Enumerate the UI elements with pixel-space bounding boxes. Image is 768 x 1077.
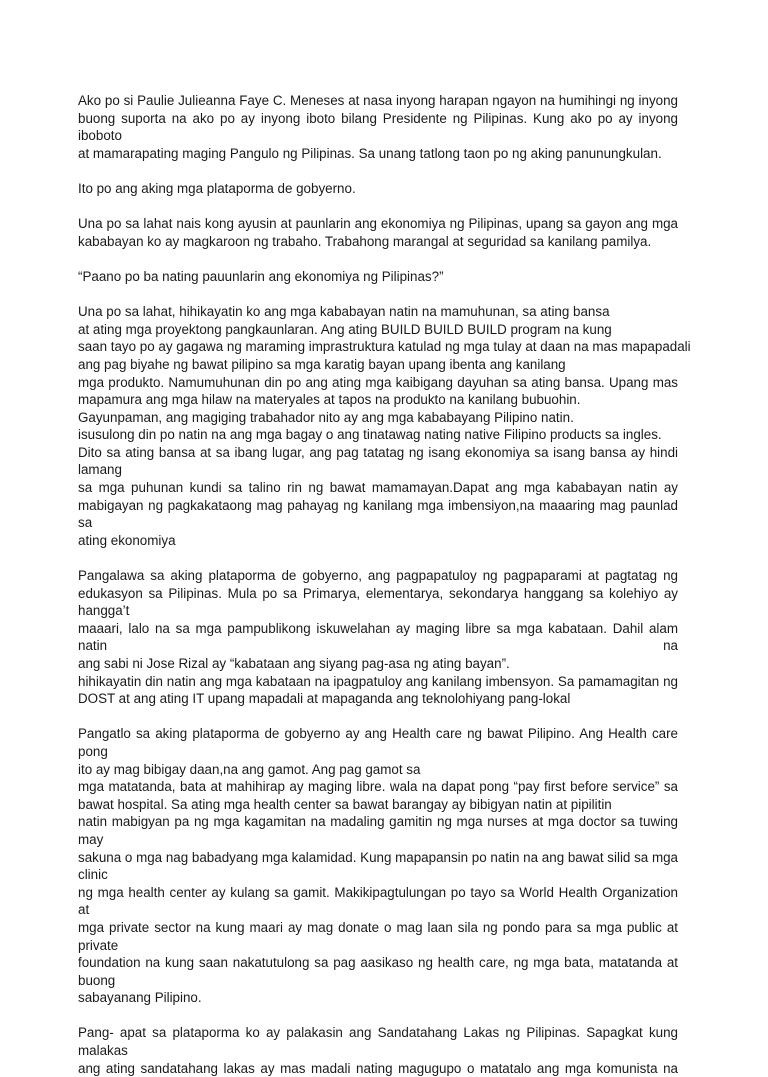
paragraph-gap [78, 250, 678, 268]
paragraph [78, 303, 691, 549]
text-line: buong suporta na ako po ay inyong iboto bilang Presidente ng Pilipinas. Kung ako po ay inyong iboboto [78, 110, 678, 144]
text-line: sabayanang Pilipino. [78, 990, 202, 1006]
text-line: Pangalawa sa aking plataporma de gobyerno, ang pagpapatuloy ng pagpaparami at pagtatag ng [78, 568, 678, 584]
paragraph [78, 92, 678, 162]
text-line: Una po sa lahat nais kong ayusin at paunlarin ang ekonomiya ng Pilipinas, upang sa gayon ang mga [78, 216, 678, 232]
paragraph-gap [78, 1007, 678, 1025]
text-line: natin mabigyan pa ng mga kagamitan na madaling gamitin ng mga nurses at mga doctor sa tuwing may [78, 814, 678, 847]
text-line: at ating mga proyektong pangkaunlaran. Ang ating BUILD BUILD BUILD program na kung [78, 321, 612, 337]
text-line: sakuna o mga nag babadyang mga kalamidad. Kung mapapansin po natin na ang bawat silid sa mga clinic [78, 849, 679, 883]
text-line: Una po sa lahat, hihikayatin ko ang mga kababayan natin na mamuhunan, sa ating bansa [78, 304, 610, 320]
text-line: “Paano po ba nating pauunlarin ang ekonomiya ng Pilipinas?” [78, 268, 444, 284]
paragraph-gap [78, 198, 678, 216]
text-line: mapamura ang mga hilaw na materyales at tapos na produkto na kanilang bubuohin. [78, 392, 581, 408]
paragraph-gap [78, 162, 678, 180]
text-line: mga matatanda, bata at mahihirap ay maging libre. wala na dapat pong “pay first before service” sa [78, 779, 678, 795]
document-page [78, 92, 691, 1077]
text-line: mabigayan ng pagkakataong mag pahayag ng kanilang mga imbensiyon,na maaaring mag paunlad sa [78, 497, 678, 531]
paragraph [78, 567, 678, 708]
text-line: DOST at ang ating IT upang mapadali at mapaganda ang teknolohiyang pang-lokal [78, 691, 571, 707]
paragraph [78, 725, 678, 1007]
text-line: ng mga health center ay kulang sa gamit. Makikipagtulungan po tayo sa World Health Organization at [78, 884, 678, 918]
text-line: kababayan ko ay magkaroon ng trabaho. Trabahong marangal at seguridad sa kanilang pamilya. [78, 233, 652, 249]
paragraph [78, 268, 678, 286]
paragraph-gap [78, 708, 678, 726]
text-line: at mamarapating maging Pangulo ng Pilipinas. Sa unang tatlong taon po ng aking panunungkulan. [78, 145, 662, 161]
text-line: ito ay mag bibigay daan,na ang gamot. Ang pag gamot sa [78, 761, 421, 777]
text-line: isusulong din po natin na ang mga bagay o ang tinatawag nating native Filipino products sa ingles. [78, 427, 662, 443]
text-line: foundation na kung saan nakatutulong sa pag aasikaso ng health care, ng mga bata, matatanda at buong [78, 955, 678, 988]
text-line: ang pag biyahe ng bawat pilipino sa mga karatig bayan upang ibenta ang kanilang [78, 356, 566, 372]
text-line: maaari, lalo na sa mga pampublikong iskuwelahan ay maging libre sa mga kabataan. Dahil alam natin na [78, 620, 678, 654]
text-line: edukasyon sa Pilipinas. Mula po sa Primarya, elementarya, sekondarya hanggang sa kolehiyo ay hangga’t [78, 585, 678, 619]
text-line: mga produkto. Namumuhunan din po ang ating mga kaibigang dayuhan sa ating bansa. Upang mas [78, 374, 678, 390]
paragraph [78, 1024, 678, 1077]
text-line: bawat hospital. Sa ating mga health center sa bawat barangay ay bibigyan natin at pipilitin [78, 796, 612, 812]
text-line: ating ekonomiya [78, 532, 176, 548]
text-line: mga private sector na kung maari ay mag donate o mag laan sila ng pondo para sa mga public at private [78, 919, 678, 953]
text-line: Gayunpaman, ang magiging trabahador nito ay ang mga kababayang Pilipino natin. [78, 409, 574, 425]
text-line: sa mga puhunan kundi sa talino rin ng bawat mamamayan.Dapat ang mga kababayan natin ay [78, 480, 678, 496]
text-line: Ito po ang aking mga plataporma de gobyerno. [78, 180, 356, 196]
paragraph-gap [78, 549, 678, 567]
paragraph [78, 180, 678, 198]
paragraph-gap [78, 286, 678, 304]
text-line: ang ating sandatahang lakas ay mas madali nating magugupo o matatalo ang mga komunista na [78, 1060, 678, 1076]
text-line: Ako po si Paulie Julieanna Faye C. Meneses at nasa inyong harapan ngayon na humihingi ng inyong [78, 93, 678, 108]
text-line: ang sabi ni Jose Rizal ay “kabataan ang siyang pag-asa ng ating bayan”. [78, 656, 510, 671]
text-line: Pangatlo sa aking plataporma de gobyerno ay ang Health care ng bawat Pilipino. Ang Health care pong [78, 726, 678, 759]
text-line: Dito sa ating bansa at sa ibang lugar, ang pag tatatag ng isang ekonomiya sa isang bansa ay hindi lamang [78, 444, 678, 478]
text-line: Pang- apat sa plataporma ko ay palakasin ang Sandatahang Lakas ng Pilipinas. Sapagkat kung malakas [78, 1025, 678, 1059]
text-line: saan tayo po ay gagawa ng maraming imprastruktura katulad ng mga tulay at daan na mas mapapadali [78, 339, 691, 355]
text-line: hihikayatin din natin ang mga kabataan na ipagpatuloy ang kanilang imbensyon. Sa pamamagitan ng [78, 673, 678, 689]
paragraph [78, 215, 678, 250]
